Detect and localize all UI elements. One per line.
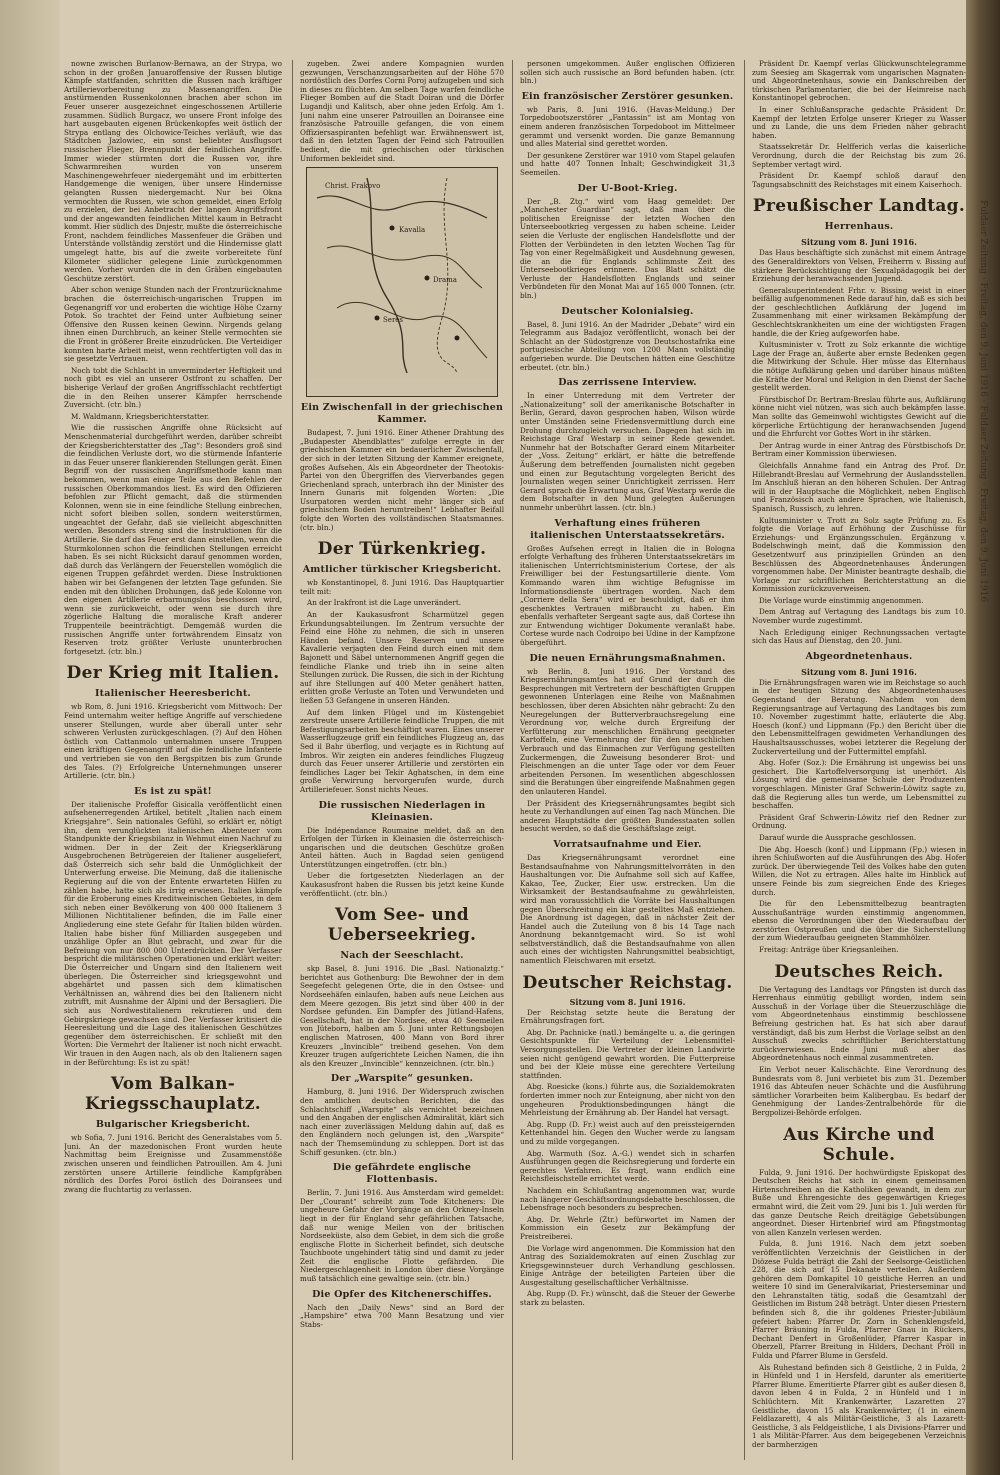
paragraph: wb Paris, 8. Juni 1916. (Havas-Meldung.) Der Torpedobootszerstörer „Fantassin“ ist am Montag von einem anderen französischen Torpedoboot im Mittelmeer gerammt und versenkt worden. Die ganze Bemannung und alles Material sind gerettet worden. (520, 104, 735, 149)
paragraph: nowne zwischen Burlanow-Bernawa, an der Strypa, wo schon in der großen Januaroffensive der Russen blutige Kämpfe stattfanden, schritten die Russen nach kräftiger Artillerievorbereitung zu Massenangriffen. Die anstürmenden Russenkolonnen brachen aber schon im Feuer unserer ausgezeichnet eingeschossenen Artillerie zusammen. Südlich Burgacz, wo unsere Front infolge des hart ausgebauten eigenen Brückenkopfes weit östlich der Strypa entlang des Olchowice-Teiches verläuft, wie das Städtchen Jazlowiec, ein sonst beliebter Ausflugsort russischer Flieger, Brennpunkt der feindlichen Angriffe. Immer wieder stürmten dort die Russen vor, ihre Schwarmreihen wurden von unserem Maschinengewehrfeuer niedergemäht und im erbitterten Handgemenge die wenigen, über unsere Hindernisse gelangten Russen niedergemacht. Nur bei Okna vermochten die Russen, wie schon gemeldet, einen Erfolg zu erzielen, der bei Anbetracht der langen Angriffsfront und der angewandten feindlichen Mittel kaum in Betracht kommt. Hier südlich des Dnjestr, mußte die österreichische Front, nachdem feindliches Massenfeuer die Gräben und Unterstände vollständig zerstört und die Hindernisse glatt umgelegt hatte, bis auf die zweite vorbereitete fünf Kilometer südlicher gelegene Linie zurückgenommen werden. Vorher wurden die in den Gräben eingebauten Geschütze zerstört. (64, 60, 282, 283)
subheading-tuerkischer-bericht: Amtlicher türkischer Kriegsbericht. (302, 564, 502, 576)
paragraph: Generalsuperintendent Frhr. v. Bissing weist in einer beifällig aufgenommenen Rede darauf hin, daß es sich bei der geschlechtlichen Aufklärung der Jugend im Zusammenhang mit einer wirksamen Bekämpfung der Geschlechtskrankheiten um eine der wichtigsten Fragen handle, die der Krieg aufgeworfen habe. (752, 285, 966, 338)
paragraph: zugeben. Zwei andere Kompagnien wurden gezwungen, Verschanzungsarbeiten auf der Höhe 570 nordöstlich des Dorfes Corni Poroj aufzugeben und sich in dieses zu flüchten. Am selben Tage warfen feindliche Flieger Bomben auf die Stadt Doiran und die Dörfer Lugandji und Kalitsch, aber ohne jeden Erfolg. Am 1. Juni nahm eine unserer Patrouillen an Doiransee eine französische Patrouille gefangen, die von einem Offiziersaspiranten befehligt war. Erwähnenswert ist, daß in den letzten Tagen der Feind sich Patrouillen bedient, die mit griechischen oder türkischen Uniformen bekleidet sind. (300, 60, 504, 163)
col3-body-7 (520, 668, 735, 834)
paragraph: personen umgekommen. Außer englischen Offizieren sollen sich auch russische an Bord befunden haben. (ctr. bln.) (520, 60, 735, 86)
col2-body-3 (300, 579, 504, 794)
paragraph: Das Haus beschäftigte sich zunächst mit einem Antrage des Generaldirektors von Velsen, Freiherrn v. Bissing auf stärkere Berücksichtigung der Sexualpädagogik bei der Erziehung der heranwachsenden Jugend. (752, 248, 966, 284)
map-caption: Ein Zwischenfall in der griechischen Kammer. (300, 402, 504, 426)
col3-body-6 (520, 545, 735, 648)
col4-body-3 (752, 679, 966, 955)
paragraph: Fulda, 9. Juni 1916. Der hochwürdigste Episkopat des Deutschen Reichs hat sich in einem gemeinsamen Hirtenschreiben an die Katholiken gewandt, in dem zur Buße und Ehrengesichte des gegenwärtigen Krieges ermahnt wird, die Zeit vom 29. Juni bis 1. Juli werden für das ganze Deutsche Reich dreitägige Gebetsübungen angeordnet. Dieser Hirtenbrief wird am Pfingstmontag von allen Kanzeln verlesen werden. (752, 1167, 966, 1237)
subheading-bulgarischer-bericht: Bulgarischer Kriegsbericht. (95, 1119, 251, 1131)
paragraph: Aber schon wenige Stunden nach der Frontzurücknahme brachen die österreichisch-ungarischen Truppen im Gegenangriff vor und eroberten die wichtige Höhe Czarny Potok. So trachtet der Feind unter Aufbietung seiner Offensive den Russen keinen Gewinn. Nirgends gelang ihnen einen Durchbruch, an keiner Stelle vermochten sie die Front in größerer Breite einzudrücken. Die Verteidiger konnten harte Arbeit meist, wenn rechtfertigten voll das in sie gesetzte Vertrauen. (64, 285, 282, 364)
paragraph: Abg. Rupp (D. Fr.) wünscht, daß die Steuer der Gewerbe stark zu belasten. (520, 1289, 735, 1308)
col2-body-8 (300, 1304, 504, 1330)
col4-body (752, 60, 966, 189)
paragraph: Der italienische Profeffor Gisicalla veröffentlicht einen aufsehenerregenden Artikel, betitelt „Italien nach einem Kriegsjahre“. Sein nationales Gefühl, so erklärt er, nötigt ihn, dem verunglückten italienischen Abenteuer vom Standpunkte der Kriegsbilanz in Wehmut einen Nachruf zu widmen. Der in der Zeit der Kriegserklärung Ausgebrochenen Betrügereien der Italiener ausgeliefert, daß Österreich sich sehr bald die Unmöglichkeit der Unterwerfung erweise. Die Meinung, daß die italienische Regierung auf die von der Entente erwarteten Hilfen zu zählen habe, hatte sich als irrig erwiesen. Italien kämpfe für die Eroberung eines Kreditweinischen Gebietes, in dem sich neben einer Bevölkerung von 400 000 Italienern 3 Millionen Nichtitaliener befinden, die im Falle einer Angliederung eine stete Gefahr für Italien bilden würden. Italien habe bisher fünf Milliarden ausgegeben und unzählige Opfer an Blut gebracht, und zwar für die Befreiung von nur 800 000 Unterdrückten. Der Verfasser bespricht die militärischen Operationen und erklärt weiter: Die Österreicher und Ungarn sind den Italienern weit überlegen. Die Österreicher sind kriegsgewohnt und abgehärtet und passen sich dem klimatischen Verhältnissen an, während dies bei den Italienern nicht zutrifft, mit Ausnahme der Alpini und der Bersaglieri. Die sich aus Nordwestitalienern rekrutieren und dem Gebirgskriege gewachsen sind. Der Verfasser kritisiert die Heeresleitung und die Lage des italienischen Geschützes gegenüber dem österreichischen. Er schließt mit den Worten: Die Vermehrt der Italiener ist noch nicht erwacht. Wir trauen in den Augen nach, als ob den Italienern sagen in der Befürchtung: Es ist zu spät! (64, 799, 282, 1067)
heading-krieg-italien: Der Krieg mit Italien. (66, 663, 280, 684)
paragraph: Die Indépendance Roumaine meldet, daß an den Erfolgen der Türken in Kleinasien die österreichisch-ungarischen und die deutschen Geschütze großen Anteil hätten. Auch in Bagdad seien genügend Unterstützungen eingetroffen. (ctr. bln.) (300, 825, 504, 869)
paragraph: M. Waldmann, Kriegsberichterstatter. (71, 411, 210, 421)
paragraph: Wie die russischen Angriffe ohne Rücksicht auf Menschenmaterial durchgeführt werden, darüber schreibt der Kriegsberichterstatter des „Tag“: Besonders groß sind die feindlichen Verluste dort, wo die stürmende Infanterie in das Feuer unserer flankierenden Stellungen gerät. Einen Begriff von der russischen Angriffsmethode kann man bekommen, wenn man einige Teile aus den Befehlen der russischen Oberkommandos liest. Es wird den Offizieren befohlen zur Pflicht gemacht, daß die stürmenden Kolonnen, wenn sie in eine feindliche Stellung einbrechen, nicht sofort bleiben sollen, sondern weiterstürmen, ungeachtet der Gefahr, daß sie vielleicht abgeschnitten werden. Besonders streng sind die Instruktionen für die Artillerie. Sie darf das Feuer erst dann einstellen, wenn die Sturmkolonnen schon die feindlichen Stellungen erreicht haben. Es sei nicht Rücksicht darauf genommen worden, daß durch das Verlängern der Feuerstellen womöglich die eigenen Truppen gefährdet werden. Diese Instruktionen haben wir bei Gefangenen der letzten Tage gefunden. Sie enden mit den üblichen Drohungen, daß jede Kolonne von den eigenen Artillerie erbarmungslos beschossen wird, wenn sie zurückweicht, oder wenn sie durch ihre zögerliche Haltung die moralische Kraft anderer Truppenteile beeinträchtigt. Demgemäß wurden die russischen Angriffe unter fortwährendem Einsatz von Reserven trotz größter Verluste ununterbrochen fortgesetzt. (ctr. bln.) (64, 423, 282, 656)
book-binding (966, 0, 1000, 1475)
col3-body (520, 60, 735, 86)
subheading-vorratsaufnahme: Vorratsaufnahme und Eier. (553, 838, 702, 850)
paragraph: Gleichfalls Annahme fand ein Antrag des Prof. Dr. Hillebrandt-Breslau auf Vermehrung der Auslandsstellen. Im Anschluß hieran an den höheren Schulen. Der Antrag will in der Hauptsache die Möglichkeit, neben Englisch und Französisch auch andere Sprachen, wie Italienisch, Spanisch, Russisch, zu lehren. (752, 460, 966, 513)
session-date: Sitzung vom 8. Juni 1916. (801, 237, 917, 248)
column-1 (64, 60, 282, 1465)
column-4 (752, 60, 966, 1465)
paragraph: Der Antrag wurde in einer Antrag des Fürstbischofs Dr. Bertram einer Kommission überwiesen. (752, 440, 966, 459)
heading-deutsches-reich: Deutsches Reich. (774, 961, 944, 982)
paragraph: Freitag: Anträge über Kriegsanleihen. (759, 945, 899, 955)
col4-body-5 (752, 1169, 966, 1450)
left-margin (0, 0, 60, 1475)
paragraph: An der Kaukasusfront Scharmützel gegen Erkundungsabteilungen. Im Zentrum versuchte der Feind eine Höhe zu nehmen, die sich in unseren Händen befand. Unsere Reserven und unsere Kavallerie verjagten den Feind durch einen mit dem Bajonett und Säbel unternommenen Angriff gegen die feindliche Flanke und trieb ihn in seine alten Stellungen zurück. Die Russen, die sich in der Richtung auf ihre Stellungen auf 400 Meter genähert hatten, erlitten große Verluste an Toten und Verwundeten und ließen 53 Gefangene in unseren Händen. (300, 610, 504, 705)
paragraph: Auf dem linken Flügel und im Küstengebiet zerstreute unsere Artillerie feindliche Truppen, die mit Befestigungsarbeiten beschäftigt waren. Eines unserer Wasserflugzeuge griff ein feindliches Flugzeug an, das Sed il Bahr überflog, und verjagte es in Richtung auf Imbros. Wir zeigten ein anderes feindliches Flugzeug durch das Feuer unserer Artillerie und zerstörten ein feindliches Lager bei Tekir Aghatschen, in dem eine große Verwirrung hervorgerufen wurde, durch Artilleriefeuer. Sonst nichts Neues. (300, 707, 504, 794)
subheading-verhaftung: Verhaftung eines früheren italienischen Unterstaatssekretärs. (530, 517, 725, 541)
subheading-ernaehrung: Die neuen Ernährungsmaßnahmen. (529, 652, 726, 664)
paragraph: Die Vorlage wurde einstimmig angenommen. (759, 595, 924, 605)
col4-body-4 (752, 986, 966, 1118)
paragraph: Berlin, 7. Juni 1916. Aus Amsterdam wird gemeldet: Der „Courant“ schreibt zum Tode Kitcheners: Die ungeheure Gefahr der Vorgänge an den Orkney-Inseln liegt in der für England sehr gefährlichen Tatsache, daß nur wenige Meilen von der britischen Nordseeküste, also dem Gebiet, in dem sich die große englische Flotte in Sicherheit befindet, sich deutsche Tauchboote ungehindert tätig sind und damit zu jeder Zeit die englische Flotte gefährden. Die Niedergeschlagenheit in London über diese Vorgänge muß tatsächlich eine gewaltige sein. (ctr. bln.) (300, 1188, 504, 1284)
column-2 (300, 60, 504, 1465)
subheading-herrenhaus: Herrenhaus. (824, 221, 894, 233)
paragraph: wb Konstantinopel, 8. Juni 1916. Das Hauptquartier teilt mit: (300, 578, 504, 596)
paragraph: In einer Schlußansprache gedachte Präsident Dr. Kaempf der letzten Erfolge unserer Krieger zu Wasser und zu Lande, die uns dem Frieden näher gebracht haben. (752, 104, 966, 140)
subheading-zu-spaet: Es ist zu spät! (134, 785, 212, 797)
heading-tuerkenkrieg: Der Türkenkrieg. (317, 539, 487, 560)
paragraph: Dem Antrag auf Vertagung des Landtags bis zum 10. November wurde zugestimmt. (752, 607, 966, 626)
col2-body-2 (300, 429, 504, 532)
paragraph: Abg. Rupp (D. Fr.) weist auch auf den preissteigernden Kettenhandel hin. Gegen den Wucher werde zu langsam und zu milde vorgegangen. (520, 1119, 735, 1146)
paragraph: Kultusminister v. Trott zu Solz erkannte die wichtige Lage der Frage an, äußerte aber ernste Bedenken gegen die Mitwirkung der Schule. Hier müsse das Elternhaus die nötige Aufklärung geben und darüber hinaus müßten die Kräfte der Moral und Religion in den Dienst der Sache gestellt werden. (752, 340, 966, 393)
paragraph: Nach Erledigung einiger Rechnungssachen vertagte sich das Haus auf Dienstag, den 20. Juni. (752, 627, 966, 646)
paragraph: Der Reichstag setzte heute die Beratung der Ernährungsfragen fort. (520, 1007, 735, 1026)
map-label: Kavalla (399, 226, 426, 235)
col2-body-4 (300, 827, 504, 899)
subheading-kolonialsieg: Deutscher Kolonialsieg. (561, 305, 694, 317)
paragraph: Fulda, 8. Juni 1916. Nach dem jetzt soeben veröffentlichten Verzeichnis der Geistlichen in der Diözese Fulda beträgt die Zahl der Seelsorge-Geistlichen 228, die sich auf 15 Dekanate verteilen. Außerdem gehören dem Domkapitel 10 geistliche Herren an und weitere 10 sind im Generalvikariat, Priesterseminar und den Lehranstalten tätig, sodaß die Gesamtzahl der Geistlichen im Bistum 248 beträgt. Unter diesen Priestern befinden sich 8, die ihr goldenes Priester-Jubiläum gefeiert haben: Pfarrer Dr. Zorn in Schenklengsfeld, Pfarrer Bräuning in Fulda, Pfarrer Gnau in Rückers, Dechant Denfert in Großenlüder, Pfarrer Kaspar in Oberzell, Pfarrer Breitung in Hilders, Dechant Pröll in Fulda und Pfarrer Blume in Gersfeld. (752, 1239, 966, 1361)
session-date: Sitzung vom 8. Juni 1916. (569, 996, 686, 1007)
col3-body-8 (520, 854, 735, 966)
col3-body-5 (520, 392, 735, 512)
binding-text: Fuldaer Zeitung · Freitag, den 9. Juni 1916 · Fuldaer Zeitung · Freitag, den 9. Juni 1916 (978, 200, 988, 603)
col1-body-4 (64, 1134, 282, 1194)
subheading-interview: Das zerrissene Interview. (558, 377, 697, 389)
map-label: Christ. Frakovo (325, 182, 381, 191)
paragraph: Das Kriegsernährungsamt verordnet eine Bestandsaufnahme von Nahrungsmittelvorräten in den Haushaltungen vor. Die Aufnahme soll sich auf Kaffee, Kakao, Tee, Zucker, Eier usw. erstrecken. Um die Wirksamkeit der Bestandsaufnahme zu gewährleisten, wird man voraussichtlich die Vorräte bei Haushaltungen gegen Überschreitung ein klar gestelltes Maß entziehen. Die Anordnung ist dagegen, daß in nächster Zeit der Handel auch die Zuteilung von 8 bis 14 Tage nach Anordnung bekanntgemacht wird. So ist wohl selbstverständlich, daß die Bestandsaufnahme von allen auch eines der wichtigsten Nahrungsmittel beabsichtigt, namentlich Fleischwaren mit ersetzt. (520, 852, 735, 966)
paragraph: wb Sofia, 7. Juni 1916. Bericht des Generalstabes vom 5. Juni. An der mazedonischen Front wurden heute Nachmittag beim Ereignisse und Zusammenstöße zwischen unseren und feindlichen Patrouillen. Am 4. Juni zerstörten unsere Artillerie feindliche Kampfgräben nördlich des Dorfes Poroi östlich des Doiransees und zwang die fluchtartig zu verlassen. (64, 1133, 282, 1194)
map-label: Drama (433, 276, 457, 285)
subheading-abgeordnetenhaus: Abgeordnetenhaus. (805, 650, 913, 662)
session-date: Sitzung vom 8. Juni 1916. (801, 666, 917, 677)
subheading-u-boot: Der U-Boot-Krieg. (577, 182, 678, 194)
paragraph: Der „B. Ztg.“ wird vom Haag gemeldet: Der „Manchester Guardian“ sagt, daß man über die politischen Ereignisse der letzten Wochen den Unterseebootkrieg vergessen zu haben scheine. Leider seien die Verluste der englischen Handelsflotte und der Flotten der Verbündeten in den letzten Wochen Tag für Tag von einer Regelmäßigkeit und Ausdehnung gewesen, die an die für Englands schlimmste Zeit des Unterseebootkrieges erinnere. Das Blatt schätzt die Verluste der Handelsflotten Englands und seiner Verbündeten für den Monat Mai auf 165 000 Tonnen. (ctr. bln.) (520, 196, 735, 301)
col4-body-2 (752, 249, 966, 646)
column-rule (512, 60, 513, 1460)
column-rule (292, 60, 293, 1460)
map-graphic (307, 168, 497, 378)
paragraph: Der gesunkene Zerstörer war 1910 vom Stapel gelaufen und hatte 407 Tonnen Inhalt; Geschwindigkeit 31,3 Seemeilen. (520, 150, 735, 177)
paragraph: Präsident Dr. Kaempf schloß darauf den Tagungsabschnitt des Reichstages mit einem Kaiserhoch. (752, 171, 966, 189)
paragraph: Ein Verbot neuer Kalischächte. Eine Verordnung des Bundesrats vom 8. Juni verbietet bis zum 31. Dezember 1916 das Abteufen neuer Schächte und die Ausführung sämtlicher Vorarbeiten beim Kalibergbau. Es bedarf der Genehmigung der Landes-Zentralbehörde für die Bergpolizei-Behörde erfolgen. (752, 1065, 966, 1117)
paragraph: Abg. Dr. Wehrle (Ztr.) befürwortet im Namen der Kommission ein Gesetz zur Bekämpfung der Preistreiberei. (520, 1214, 735, 1241)
map-label: Seres (383, 316, 404, 325)
column-3 (520, 60, 735, 1465)
paragraph: Budapest, 7. Juni 1916. Einer Athener Drahtung des „Budapester Abendblattes“ zufolge erregte in der griechischen Kammer ein bedauerlicher Zwischenfall, der sich in der letzten Sitzung der Kammer ereignete, großes Aufsehen. Als ein Abgeordneter der Theotokis-Partei von den Übergriffen des Vierverbandes gegen Griechenland sprach, unterbrach ihn der Minister des Innern Gunaris mit folgenden Worten: „Die Usurpatoren werden nicht mehr länger sich auf griechischem Boden herumtreiben!“ Lebhafter Beifall folgte den Worten des vollständischen Staatsmannes. (ctr. bln.) (300, 428, 504, 532)
subheading-zerstoerer: Ein französischer Zerstörer gesunken. (521, 90, 734, 102)
paragraph: Kultusminister v. Trott zu Solz sagte Prüfung zu. Es folgte die Vorlage auf Erhöhung der Zuschüsse für Erziehungs- und Ergänzungsschulen. Ergänzung v. Bodelschwingh meint, daß die Kommission den Gesetzentwurf aus prinzipiellen Gründen an den Beschlüssen des Abgeordnetenhauses Änderungen vorgenommen habe. Der Minister beantragte deshalb, die Vorlage zur schriftlichen Berichterstattung an die Kommission zurückzuverweisen. (752, 515, 966, 594)
paragraph: Abg. Warmuth (Soz. A.-G.) wendet sich in scharfen Ausführungen gegen die Reichsregierung und forderte ein gerechtes Verfahren. Es fragt, wann endlich eine Reichsfleischstelle errichtet werde. (520, 1148, 735, 1184)
paragraph: Darauf wurde die Aussprache geschlossen. (759, 832, 917, 842)
paragraph: Die Abg. Hoesch (konf.) und Lippmann (Fp.) wiesen in ihren Schlußworten auf die Ausführungen des Abg. Hofer zurück. Der überwiegende Teil des Volkes habe den guten Willen, die Not zu ertragen. Alles halte im Hinblick auf unsere Feinde bis zum siegreichen Ende des Krieges durch. (752, 844, 966, 897)
subheading-italienischer-heeresbericht: Italienischer Heeresbericht. (95, 688, 251, 700)
heading-landtag: Preußischer Landtag. (752, 196, 966, 217)
map-illustration (306, 167, 498, 397)
paragraph: Die Ernährungsfragen waren wie im Reichstage so auch in der heutigen Sitzung des Abgeordnetenhauses Gegenstand der Beratung. Nachdem von dem Regierungsantrage auf Vertagung des Landtages bis zum 10. November zugestimmt hatte, erläuterte die Abg. Hoesch (konf.) und Lippmann (Fp.) den Bericht über die den Lebensmittelfragen gewidmeten Verhandlungen des Haushaltsausschusses, wobei letzterer die Regelung der Zuckerverteilung und der Futtermittel empfahl. (752, 677, 966, 756)
col1-body-2 (64, 703, 282, 780)
paragraph: Präsident Graf Schwerin-Löwitz rief den Redner zur Ordnung. (752, 812, 966, 831)
paragraph: Ueber die fortgesetzten Niederlagen an der Kaukasusfront haben die Russen bis jetzt keine Kunde veröffentlicht. (ctr. bln.) (300, 871, 504, 898)
paragraph: Nach den „Daily News“ sind an Bord der „Hampshire“ etwa 700 Mann Besatzung und vier Stabs- (300, 1302, 504, 1329)
paragraph: Großes Aufsehen erregt in Italien die in Bologna erfolgte Verhaftung des früheren Unterstaatssekretärs im italienischen Unterrichtsministerium Cortese, der als Freiwilliger bei der Festungsartillerie diente. Vom Kommando waren ihm wichtige Befugnisse im Informationsdienste übertragen worden. Nach dem „Corriere della Sera“ wird er beschuldigt, daß er ihm geschenktes Vertrauen mißbraucht zu haben. Ein ebenfalls verhafteter Sergeant sagte aus, daß Cortese ihn zur Entwendung wichtiger Dokumente veranlaßt habe. Cortese wurde nach Codroipo bei Udine in der Kampfzone übergeführt. (520, 543, 735, 648)
paragraph: Als Ruhestand befinden sich 8 Geistliche, 2 in Fulda, 2 in Hünfeld und 1 in Hersfeld, darunter als emeritierte Pfarrer Blume. Emeritierte Pfarrer gibt es außer diesen 8, davon leben 4 in Fulda, 2 in Hünfeld und 1 in Schlüchtern. Mit Krankenwärter, Lazaretten 27 Geistliche, davon 15 als Krankenwärter, (1 in einem Feldlazarett), 4 als Militär-Geistliche, 3 als Lazarett-Geistliche, 3 als Feldgeistliche, 1 als Divisions-Pfarrer und 1 als Militär-Pfarrer. Aus dem beigegebenen Verzeichnis der barmherzigen (752, 1362, 966, 1449)
col3-body-3 (520, 198, 735, 301)
paragraph: Abg. Hofer (Soz.): Die Ernährung ist ungewiss bei uns gesichert. Die Kartoffelversorgung ist unerhört. Als Lösung wird die gemeinsame Schule der Produzenten vorgeschlagen. Minister Graf Schwerin-Löwitz sagte zu, daß die Regierung alles tun werde, um Lebensmittel zu beschaffen. (752, 758, 966, 811)
paragraph: Nachdem ein Schlußantrag angenommen war, wurde nach längerer Geschäftsordnungsdebatte beschlossen, die Lebensfrage noch besonders zu besprechen. (520, 1185, 735, 1213)
col2-body-5 (300, 965, 504, 1068)
paragraph: wb Berlin, 8. Juni 1916. Der Vorstand des Kriegsernährungsamtes hat auf Grund der durch die Besprechungen mit Vertretern der beschäftigten Gruppen gewonnenen Unterlagen eine Reihe von Maßnahmen beschlossen, über deren Absichten nähr gebracht: Zu den Neuregelungen der Butterverbrauchsregelung eine Verordnung vor, welche durch Ergreifung der Verfütterung zur menschlichen Ernährung geeigneter Kartoffeln, eine Vermehrung der für den menschlichen Verbrauch und das Einmachen zur Verfügung gestellten Zuckermengen, die Zuweisung besonderer Brot- und Fleischmengen an die unter Tage oder vor dem Feuer arbeitenden Personen. Im wesentlichen abgeschlossen sind die Beratungen über eingreifende Maßnahmen gegen den unlauteren Handel. (520, 666, 735, 796)
paragraph: Abg. Dr. Pachnicke (natl.) bemängelte u. a. die geringen Gesichtspunkte für Verteilung der Lebensmittel-Versorgungsstellen. Die Vertreter der kleinen Landwirte seien nicht genügend gewahrt worden. Die Futterpreise und bei der Kleie müsse eine gerechtere Verteilung stattfinden. (520, 1027, 735, 1080)
col1-body-3 (64, 801, 282, 1067)
paragraph: skp Basel, 8. Juni 1916. Die „Basl. Nationalztg.“ berichtet aus Gothenburg: Die Bewohner der in dem Seegefecht gelegenen Orte, die in den Ostsee- und Nordseehäfen einlaufen, haben aufs neue Leichen aus dem Meere gezogen. Bis jetzt sind über 400 in der Nordsee gefunden. Ein Dampfer des Jütland-Hafens, Gesellschaft, hat in der Nordsee, etwa 40 Seemeilen von Jüteborn, halben am 5. Juni unter Rettungsbojen englischen Matrosen, 400 Mann von Bord ihrer Kreuzers „Invincible“ treibend gesehen. Von dem Kreuzer trugen aufgerichtete Leichen Namen, die ihn als den Kreuzer „Invincible“ kennzeichnen. (ctr. bln.) (300, 964, 504, 1068)
subheading-seeschlacht: Nach der Seeschlacht. (340, 950, 464, 962)
subheading-warspite: Der „Warspite“ gesunken. (330, 1073, 474, 1085)
heading-balkan: Vom Balkan-Kriegsschauplatz. (84, 1074, 261, 1115)
paragraph: Abg. Roesicke (kons.) führte aus, die Sozialdemokraten forderten immer noch zur Enteignung, aber nicht von den ungeheuren Produktionsbedingungen hängt die Mehrleistung der Ernährung ab. Der Handel hat versagt. (520, 1082, 735, 1118)
paragraph: Die für den Lebensmittelbezug beantragten Ausschußanträge wurden einstimmig angenommen, ebenso die Verordnungen über den Wiederaufbau der zerstörten Ostpreußen und die über die Sicherstellung der zum Wiederaufbau geeigneten Stammhölzer. (752, 899, 966, 943)
heading-reichstag: Deutscher Reichstag. (522, 972, 733, 993)
paragraph: Basel, 8. Juni 1916. An der Madrider „Debate“ wird ein Telegramm aus Badajoz veröffentlicht, wonach bei der Schlacht an der Südostgrenze von Deutschostafrika eine portugiesische Abteilung von 1200 Mann vollständig aufgerieben wurde. Die Deutschen hätten eine Geschütze erbeutet. (ctr. bln.) (520, 319, 735, 372)
paragraph: Staatssekretär Dr. Helfferich verlas die kaiserliche Verordnung, durch die der Reichstag bis zum 26. September vertagt wird. (752, 142, 966, 169)
col3-body-4 (520, 321, 735, 373)
paragraph: Die Vorlage wird angenommen. Die Kommission hat den Antrag des Sozialdemokraten auf einen Zuschlag zur Kriegsgewinnsteuer durch Verhandlung geschlossen. Einige Anträge der beteiligten Parteien über die Ausgestaltung gesellschaftlicher Verhältnisse. (520, 1243, 735, 1287)
paragraph: Noch tobt die Schlacht in unverminderter Heftigkeit und noch gibt es viel an unserer Ostfront zu schaffen. Der bisherige Verlauf der großen Angriffsschlacht rechtfertigt die in den Reihen unserer Kämpfer herrschende Zuversicht. (ctr. bln.) (64, 365, 282, 410)
paragraph: wb Rom, 8. Juni 1916. Kriegsbericht vom Mittwoch: Der Feind unternahm weiter heftige Angriffe auf verschiedene unserer Stellungen, wurde aber überall unter sehr schweren Verlusten zurückgeschlagen. (?) Auf den Höhen östlich von Cattanmolo unternahmen unsere Truppen einen kräftigen Gegenangriff auf die feindliche Infanterie und vertrieben sie von den Bergspitzen bis zum Grunde des Tales. (?) Erfolgreiche Unternehmungen unserer Artillerie. (ctr. bln.) (64, 702, 282, 781)
paragraph: Fürstbischof Dr. Bertram-Breslau führte aus, Aufklärung könne nicht viel nützen, was sich auch bekämpfen lasse. Man sollte das Gemeinwohl wichtigstes Gewicht auf die körperliche Ertüchtigung der heranwachsenden Jugend und die Ehrfurcht vor Gottes Wort in ihr stärken. (752, 394, 966, 439)
subheading-flottenbasis: Die gefährdete englische Flottenbasis. (332, 1162, 472, 1186)
subheading-kleinasien: Die russischen Niederlagen in Kleinasien. (318, 799, 486, 823)
col1-body (64, 60, 282, 656)
subheading-kitchener: Die Opfer des Kitchenerschiffes. (312, 1288, 492, 1300)
col2-body-7 (300, 1189, 504, 1284)
col3-body-2 (520, 106, 735, 178)
heading-seekrieg: Vom See- und Ueberseekrieg. (327, 905, 477, 946)
column-rule (744, 60, 745, 1460)
paragraph: Der Präsident des Kriegsernährungsamtes begibt sich heute zu Verhandlungen auf einen Tag nach München. Die anderen Hauptstädte der größten Bundesstaaten sollen besucht werden, so daß die Geschäftslage zeigt. (520, 798, 735, 834)
col3-body-9 (520, 1009, 735, 1308)
col2-body (300, 60, 504, 163)
paragraph: An der Irakfront ist die Lage unverändert. (307, 598, 462, 608)
col2-body-6 (300, 1088, 504, 1157)
heading-kirche-schule: Aus Kirche und Schule. (783, 1124, 935, 1165)
paragraph: In einer Unterredung mit dem Vertreter der „Nationalzeitung“ soll der amerikanische Botschafter in Berlin, Gerard, davon gesprochen haben, Wilson würde unter Umständen seine Friedensvermittlung durch eine Drohung durchzugleich versuchen. Dagegen hat sich im Reichstage Graf Westarp in seiner Rede gewendet. Nunmehr hat der Botschafter Gerard einem Mitarbeiter der „Voss. Zeitung“ erklärt, er hätte die betreffende Äußerung dem betreffenden Journalisten nicht gegeben und einen zur Begutachtung vorgelegten Bericht des Journalisten wegen seiner Unrichtigkeit zerrissen. Herr Gerard sprach die Erwartung aus, Graf Westarp werde die dem Botschafter in den Mund gelegten Äußerungen nunmehr unberührt lassen. (ctr. bln.) (520, 391, 735, 512)
paragraph: Die Vertagung des Landtags vor Pfingsten ist durch das Herrenhaus einmütig gebilligt worden, indem sein Ausschuß in der Vorlage über die Steuerzuschläge die vom Abgeordnetenhaus einstimmig beschlossene Befreiung gestrichen hat. Es hat sich aber darauf verständigt, daß bis zum Herbst die Vorlage selbst an den Ausschuß zwecks schriftlicher Berichterstattung zurückverwiesen. Ende Juni muß aber das Abgeordnetenhaus noch einmal zusammentreten. (752, 984, 966, 1063)
paragraph: Präsident Dr. Kaempf verlas Glückwunschtelegramme zum Seesieg am Skagerrak vom ungarischen Magnaten- und Abgeordnetenhaus, sowie ein Dankschreiben der türkischen Parlamentarier, die bei der Heimreise nach Konstantinopel gebrochen. (752, 60, 966, 103)
paragraph: Hamburg, 8. Juni 1916. Der Widerspruch zwischen den amtlichen deutschen Berichten, die das Schlachtschiff „Warspite“ als vernichtet bezeichnen und den Angaben der englischen Admiralität, klärt sich nach einer zuverlässigen Meldung dahin auf, daß es den Engländern noch gelungen ist, den „Warspite“ nach der Themsemündung zu schleppen. Dort ist das Schiff gesunken. (ctr. bln.) (300, 1087, 504, 1157)
